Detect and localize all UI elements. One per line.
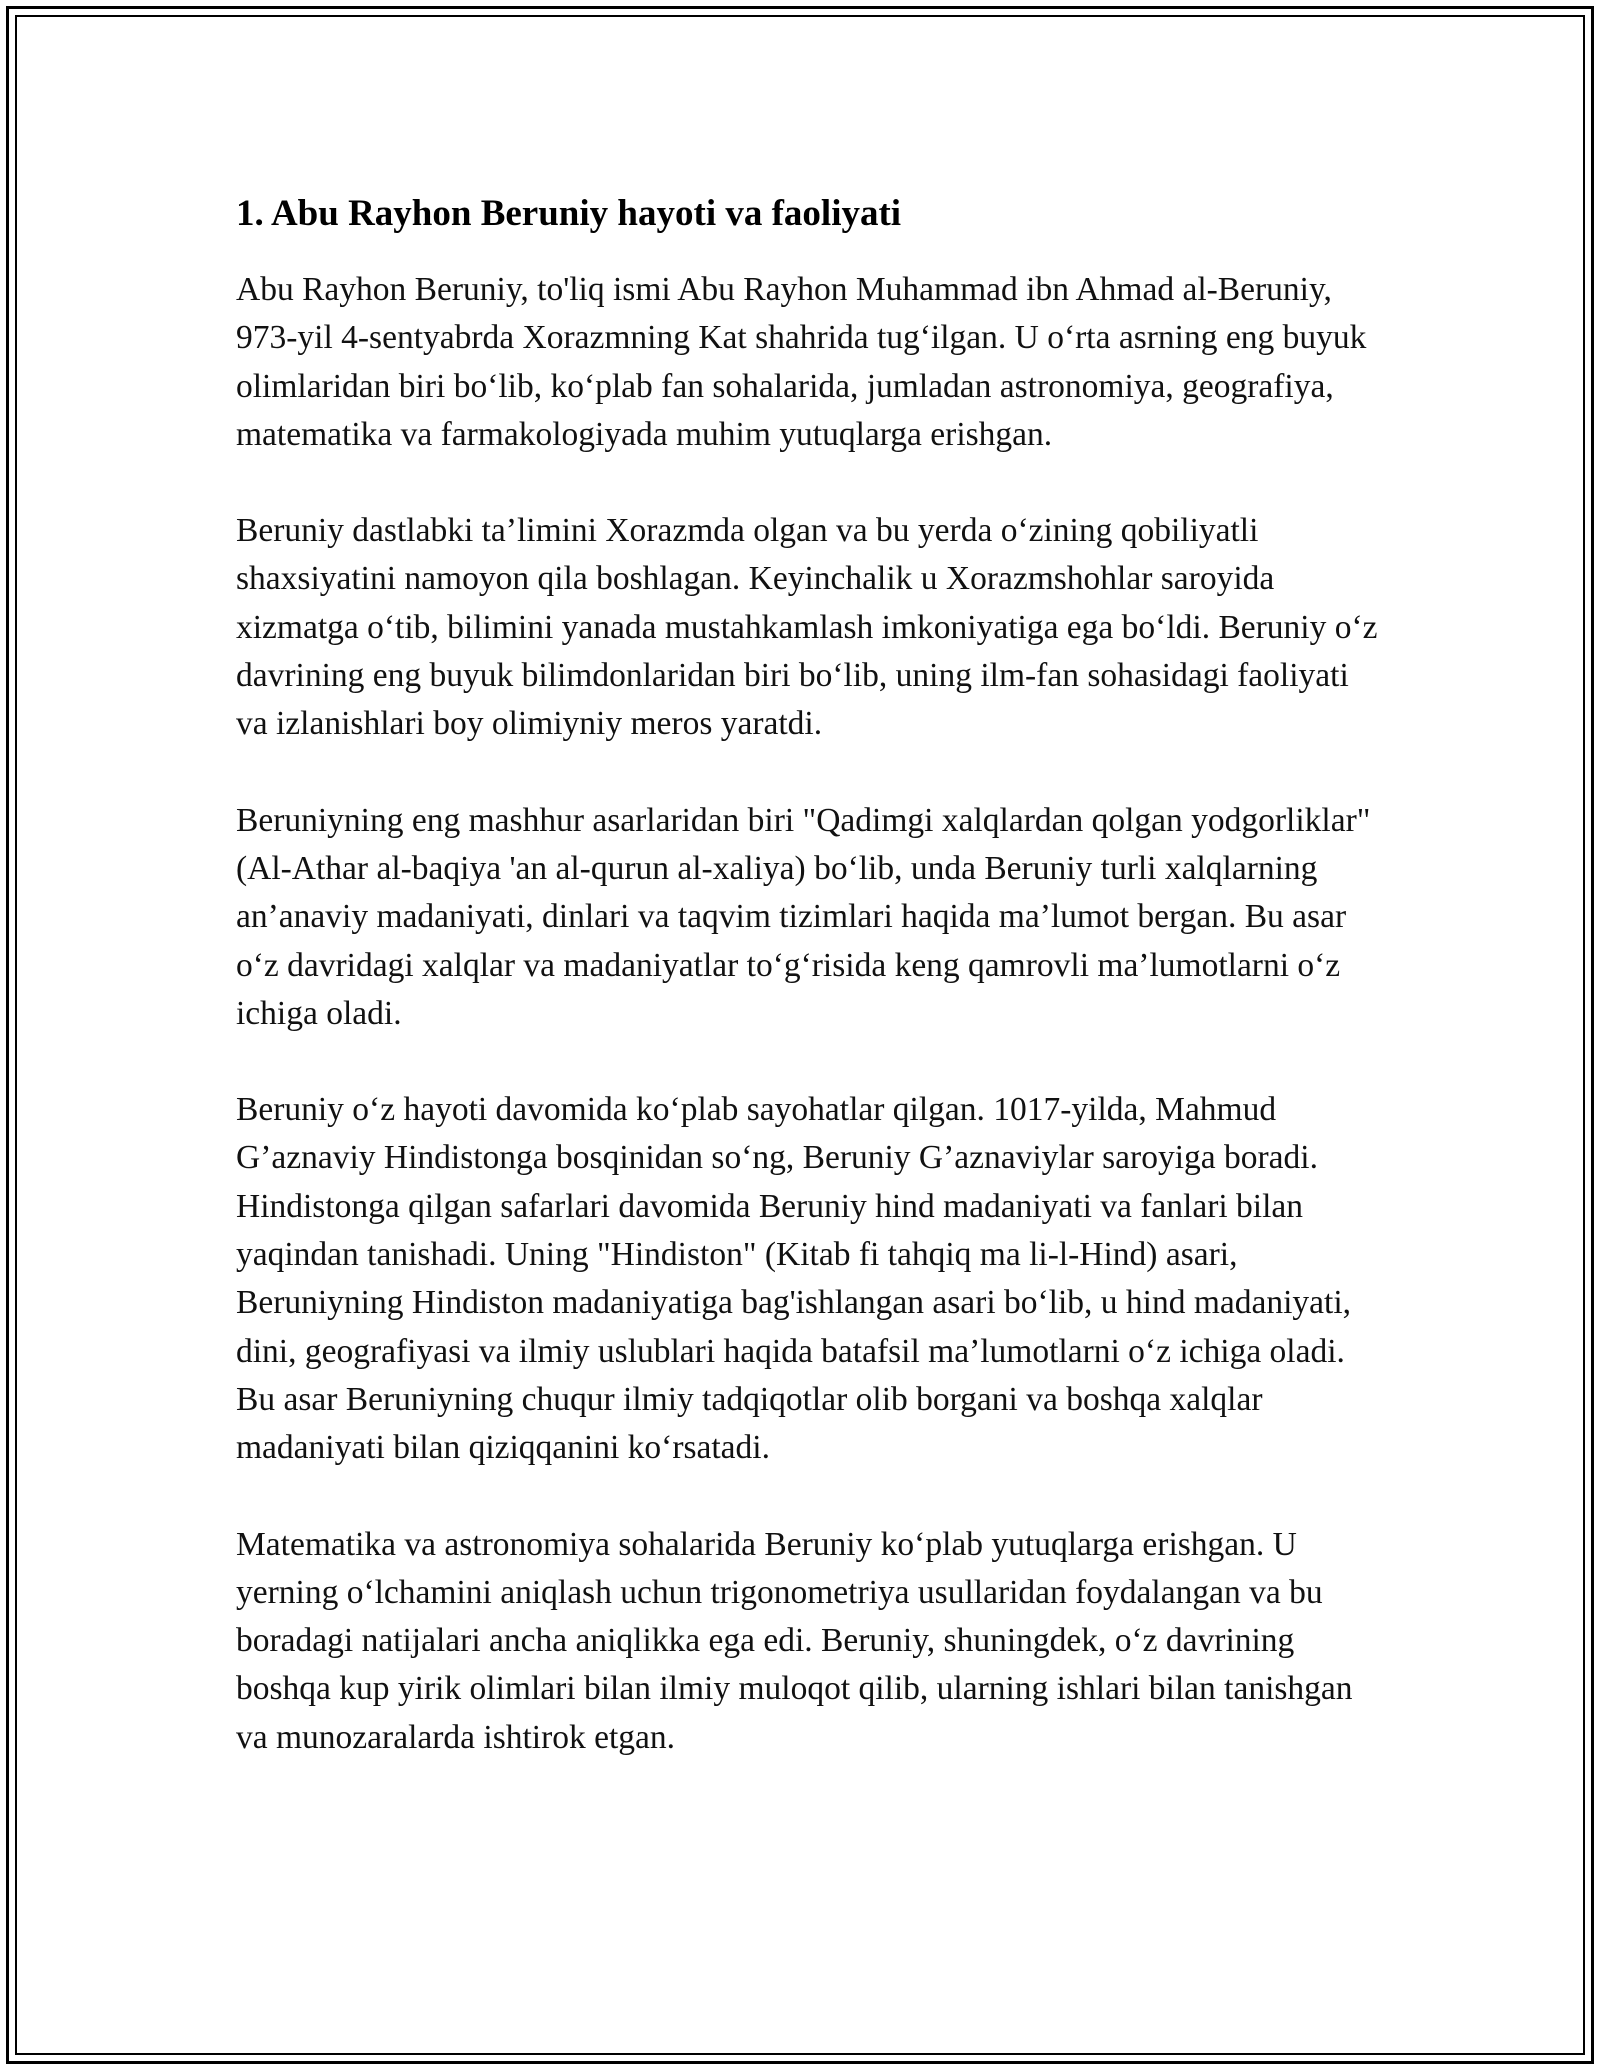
document-body (236, 188, 1378, 1810)
paragraph-early-education: Beruniy dastlabki ta’limini Xorazmda olgan va bu yerda o‘zining qobiliyatli shaxsiyatini namoyon qila boshlagan. Keyinchalik u Xorazmshohlar saroyida xizmatga o‘tib, bilimini yanada mustahkamlash imkoniyatiga ega bo‘ldi. Beruniy o‘z davrining eng buyuk bilimdonlaridan biri bo‘lib, uning ilm-fan sohasidagi faoliyati va izlanishlari boy olimiyniy meros yaratdi. (236, 512, 1378, 743)
paragraph-famous-works: Beruniyning eng mashhur asarlaridan biri "Qadimgi xalqlardan qolgan yodgorliklar" (Al-Athar al-baqiya 'an al-qurun al-xaliya) bo‘lib, unda Beruniy turli xalqlarning an’anaviy madaniyati, dinlari va taqvim tizimlari haqida ma’lumot bergan. Bu asar o‘z davridagi xalqlar va madaniyatlar to‘g‘risida keng qamrovli ma’lumotlarni o‘z ichiga oladi. (236, 801, 1371, 1032)
paragraph-math-astronomy: Matematika va astronomiya sohalarida Beruniy ko‘plab yutuqlarga erishgan. U yerning o‘lchamini aniqlash uchun trigonometriya usullaridan foydalangan va bu boradagi natijalari ancha aniqlikka ega edi. Beruniy, shuningdek, o‘z davrining boshqa kup yirik olimlari bilan ilmiy muloqot qilib, ularning ishlari bilan tanishgan va munozaralarda ishtirok etgan. (236, 1525, 1353, 1756)
paragraph-travels-india: Beruniy o‘z hayoti davomida ko‘plab sayohatlar qilgan. 1017-yilda, Mahmud G’aznaviy Hindistonga bosqinidan so‘ng, Beruniy G’aznaviylar saroyiga boradi. Hindistonga qilgan safarlari davomida Beruniy hind madaniyati va fanlari bilan yaqindan tanishadi. Uning "Hindiston" (Kitab fi tahqiq ma li-l-Hind) asari, Beruniyning Hindiston madaniyatiga bag'ishlangan asari bo‘lib, u hind madaniyati, dini, geografiyasi va ilmiy uslublari haqida batafsil ma’lumotlarni o‘z ichiga oladi. Bu asar Beruniyning chuqur ilmiy tadqiqotlar olib borgani va boshqa xalqlar madaniyati bilan qiziqqanini ko‘rsatadi. (236, 1091, 1352, 1467)
section-heading: 1. Abu Rayhon Beruniy hayoti va faoliyati (236, 193, 902, 234)
paragraph-biography-intro: Abu Rayhon Beruniy, to'liq ismi Abu Rayhon Muhammad ibn Ahmad al-Beruniy, 973-yil 4-sentyabrda Xorazmning Kat shahrida tug‘ilgan. U o‘rta asrning eng buyuk olimlaridan biri bo‘lib, ko‘plab fan sohalarida, jumladan astronomiya, geografiya, matematika va farmakologiyada muhim yutuqlarga erishgan. (236, 271, 1367, 453)
